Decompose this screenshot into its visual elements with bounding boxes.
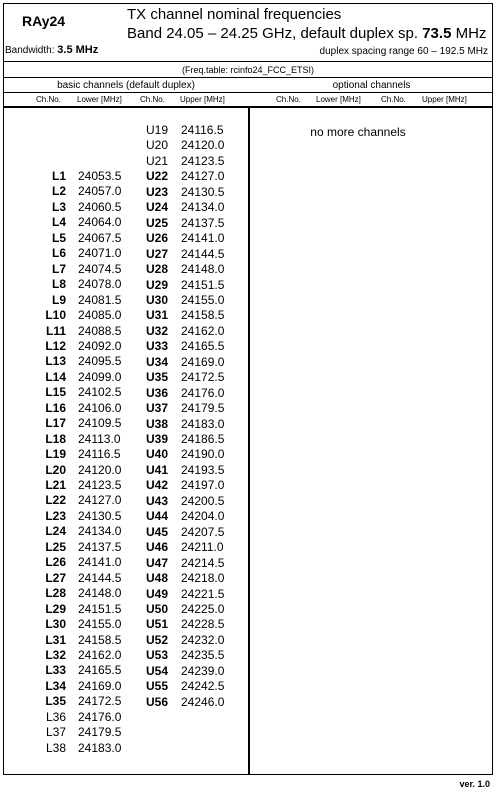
channel-frequency: 24134.0 xyxy=(78,524,122,539)
channel-frequency: 24193.5 xyxy=(181,462,225,477)
col-ch-no: Ch.No. xyxy=(276,95,301,104)
channel-frequency: 24225.0 xyxy=(181,601,225,616)
channel-frequency: 24228.5 xyxy=(181,617,225,632)
section-separator xyxy=(248,106,250,775)
channel-number: U52 xyxy=(145,632,168,647)
channel-frequency: 24179.5 xyxy=(181,401,225,416)
channel-frequency: 24134.0 xyxy=(181,200,225,215)
channel-number: U53 xyxy=(145,648,168,663)
channel-frequency: 24141.0 xyxy=(181,231,225,246)
channel-frequency: 24095.5 xyxy=(78,354,122,369)
channel-frequency: 24123.5 xyxy=(78,478,122,492)
channel-number: L24 xyxy=(45,524,66,539)
channel-number: U34 xyxy=(145,354,168,369)
col-lower: Lower [MHz] xyxy=(77,95,122,104)
channel-frequency: 24232.0 xyxy=(181,632,225,647)
channel-frequency: 24151.5 xyxy=(78,601,122,616)
divider xyxy=(3,92,493,93)
channel-number: L25 xyxy=(45,539,66,554)
divider xyxy=(3,61,493,62)
channel-number: U32 xyxy=(145,323,168,338)
channel-frequency: 24165.5 xyxy=(78,663,122,678)
channel-number: L31 xyxy=(45,632,66,647)
channel-frequency: 24116.5 xyxy=(181,123,224,137)
channel-frequency: 24074.5 xyxy=(78,261,122,276)
channel-number: U33 xyxy=(145,339,168,354)
version-label: ver. 1.0 xyxy=(459,779,490,789)
channel-frequency: 24141.0 xyxy=(78,555,122,570)
channel-number: L23 xyxy=(45,508,66,523)
channel-frequency: 24200.5 xyxy=(181,493,225,508)
channel-number: U29 xyxy=(145,277,168,292)
channel-frequency: 24116.5 xyxy=(78,447,121,462)
channel-number: U42 xyxy=(145,478,168,493)
channel-frequency: 24211.0 xyxy=(181,540,224,555)
channel-number: L12 xyxy=(45,338,66,353)
channel-frequency: 24137.5 xyxy=(181,215,225,230)
col-ch-no: Ch.No. xyxy=(36,95,61,104)
band-text: Band 24.05 – 24.25 GHz, default duplex sp. xyxy=(127,25,419,42)
channel-frequency: 24183.0 xyxy=(181,416,225,431)
channel-number: L3 xyxy=(51,199,66,214)
channel-frequency: 24123.5 xyxy=(181,153,225,168)
channel-frequency: 24172.5 xyxy=(78,694,122,709)
col-upper: Upper [MHz] xyxy=(422,95,467,104)
channel-frequency: 24190.0 xyxy=(181,447,225,462)
channel-frequency: 24120.0 xyxy=(78,462,122,477)
channel-number: L9 xyxy=(51,292,66,307)
channel-number: L2 xyxy=(51,184,66,199)
channel-number: L29 xyxy=(45,601,66,616)
channel-frequency: 24242.5 xyxy=(181,679,225,694)
channel-number: L5 xyxy=(51,230,66,245)
col-lower: Lower [MHz] xyxy=(316,95,361,104)
channel-number: L4 xyxy=(51,215,66,230)
channel-number: U27 xyxy=(145,246,168,261)
channel-frequency: 24221.5 xyxy=(181,586,225,601)
optional-note: no more channels xyxy=(310,125,406,139)
channel-number: L15 xyxy=(45,385,66,400)
freq-table-label: (Freq.table: rcinfo24_FCC_ETSI) xyxy=(181,65,315,75)
channel-number: U37 xyxy=(145,401,168,416)
channel-number: L1 xyxy=(51,169,66,183)
bandwidth xyxy=(5,44,98,56)
channel-number: L13 xyxy=(45,354,66,369)
channel-number: L20 xyxy=(45,462,66,477)
channel-frequency: 24130.5 xyxy=(181,184,225,199)
channel-frequency: 24204.0 xyxy=(181,509,225,524)
channel-number: U46 xyxy=(145,540,168,555)
channel-number: L17 xyxy=(45,416,66,431)
channel-number: U24 xyxy=(145,200,168,215)
channel-frequency: 24186.5 xyxy=(181,432,225,446)
channel-frequency: 24235.5 xyxy=(181,648,225,663)
channel-number: L16 xyxy=(45,400,66,415)
channel-frequency: 24085.0 xyxy=(78,308,122,323)
channel-frequency: 24239.0 xyxy=(181,663,225,678)
channel-number: U56 xyxy=(145,694,168,709)
channel-number: U28 xyxy=(145,262,168,277)
channel-number: L11 xyxy=(45,323,66,338)
channel-number: U20 xyxy=(145,138,168,153)
channel-frequency: 24176.0 xyxy=(78,709,122,724)
channel-frequency: 24078.0 xyxy=(78,277,122,292)
channel-number: L19 xyxy=(45,447,66,462)
channel-frequency: 24169.0 xyxy=(181,354,225,369)
channel-number: U25 xyxy=(145,215,168,230)
channel-number: U50 xyxy=(145,601,168,616)
channel-number: L14 xyxy=(45,369,66,384)
page-title: TX channel nominal frequencies xyxy=(127,6,342,23)
channel-frequency: 24165.5 xyxy=(181,339,225,354)
channel-frequency: 24053.5 xyxy=(78,169,122,183)
channel-frequency: 24064.0 xyxy=(78,215,122,230)
channel-frequency: 24218.0 xyxy=(181,571,225,586)
channel-frequency: 24106.0 xyxy=(78,400,122,415)
channel-number: U41 xyxy=(145,462,168,477)
col-upper: Upper [MHz] xyxy=(180,95,225,104)
channel-number: U40 xyxy=(145,447,168,462)
duplex-range: duplex spacing range 60 – 192.5 MHz xyxy=(319,46,488,57)
channel-frequency: 24102.5 xyxy=(78,385,122,400)
channel-frequency: 24081.5 xyxy=(78,292,122,307)
channel-frequency: 24148.0 xyxy=(181,262,225,277)
channel-frequency: 24179.5 xyxy=(78,725,122,740)
channel-number: L26 xyxy=(45,555,66,570)
channel-frequency: 24162.0 xyxy=(181,323,225,338)
channel-number: U45 xyxy=(145,524,168,539)
channel-number: L28 xyxy=(45,586,66,601)
duplex-value: 73.5 xyxy=(422,25,452,42)
channel-number: U23 xyxy=(145,184,168,199)
channel-number: L34 xyxy=(45,678,66,693)
channel-number: U38 xyxy=(145,416,168,431)
bandwidth-label: Bandwidth: xyxy=(5,45,55,56)
channel-number: L6 xyxy=(51,246,66,261)
channel-frequency: 24169.0 xyxy=(78,678,122,693)
channel-number: L18 xyxy=(45,431,66,446)
channel-frequency: 24207.5 xyxy=(181,524,225,539)
channel-frequency: 24109.5 xyxy=(78,416,122,431)
channel-number: U30 xyxy=(145,292,168,307)
channel-number: U19 xyxy=(145,123,168,137)
channel-number: L32 xyxy=(45,647,66,662)
channel-number: L7 xyxy=(51,261,66,276)
channel-number: L21 xyxy=(45,478,66,492)
channel-number: U54 xyxy=(145,663,168,678)
channel-number: L38 xyxy=(45,740,66,755)
channel-frequency: 24120.0 xyxy=(181,138,225,153)
channel-frequency: 24162.0 xyxy=(78,647,122,662)
channel-number: U26 xyxy=(145,231,168,246)
channel-frequency: 24158.5 xyxy=(181,308,225,323)
col-ch-no: Ch.No. xyxy=(140,95,165,104)
channel-number: U21 xyxy=(145,153,168,168)
channel-frequency: 24067.5 xyxy=(78,230,122,245)
channel-frequency: 24127.0 xyxy=(181,169,225,184)
channel-number: L35 xyxy=(45,694,66,709)
channel-number: L10 xyxy=(45,308,66,323)
channel-number: U35 xyxy=(145,370,168,385)
channel-number: U48 xyxy=(145,571,168,586)
section-optional-title: optional channels xyxy=(332,80,411,91)
device-name: RAy24 xyxy=(22,13,66,29)
channel-number: U44 xyxy=(145,509,168,524)
channel-frequency: 24057.0 xyxy=(78,184,122,199)
channel-number: U39 xyxy=(145,432,168,446)
channel-number: L8 xyxy=(51,277,66,292)
duplex-unit: MHz xyxy=(455,25,487,42)
channel-number: U22 xyxy=(145,169,168,184)
channel-number: U47 xyxy=(145,555,168,570)
channel-number: U31 xyxy=(145,308,168,323)
section-basic-title: basic channels (default duplex) xyxy=(57,80,195,91)
channel-frequency: 24155.0 xyxy=(78,617,122,632)
channel-frequency: 24183.0 xyxy=(78,740,122,755)
channel-frequency: 24099.0 xyxy=(78,369,122,384)
channel-frequency: 24214.5 xyxy=(181,555,225,570)
channel-number: U36 xyxy=(145,385,168,400)
channel-number: U49 xyxy=(145,586,168,601)
channel-frequency: 24113.0 xyxy=(78,431,121,446)
channel-number: U51 xyxy=(145,617,168,632)
channel-frequency: 24071.0 xyxy=(78,246,122,261)
channel-frequency: 24144.5 xyxy=(181,246,225,261)
channel-frequency: 24176.0 xyxy=(181,385,225,400)
channel-frequency: 24092.0 xyxy=(78,338,122,353)
channel-frequency: 24130.5 xyxy=(78,508,122,523)
channel-number: L37 xyxy=(45,725,66,740)
channel-frequency: 24127.0 xyxy=(78,493,122,508)
channel-frequency: 24155.0 xyxy=(181,292,225,307)
channel-frequency: 24172.5 xyxy=(181,370,225,385)
channel-number: L27 xyxy=(45,570,66,585)
channel-frequency: 24151.5 xyxy=(181,277,225,292)
col-ch-no: Ch.No. xyxy=(381,95,406,104)
channel-frequency: 24246.0 xyxy=(181,694,225,709)
channel-number: U43 xyxy=(145,493,168,508)
channel-frequency: 24197.0 xyxy=(181,478,225,493)
channel-number: L33 xyxy=(45,663,66,678)
channel-number: L22 xyxy=(45,493,66,508)
channel-frequency: 24144.5 xyxy=(78,570,122,585)
channel-frequency: 24148.0 xyxy=(78,586,122,601)
channel-number: L36 xyxy=(45,709,66,724)
channel-number: U55 xyxy=(145,679,168,694)
channel-frequency: 24137.5 xyxy=(78,539,122,554)
channel-frequency: 24060.5 xyxy=(78,199,122,214)
band-line xyxy=(127,25,486,42)
channel-number: L30 xyxy=(45,617,66,632)
channel-frequency: 24088.5 xyxy=(78,323,122,338)
divider xyxy=(3,77,493,78)
bandwidth-value: 3.5 MHz xyxy=(57,44,99,56)
channel-frequency: 24158.5 xyxy=(78,632,122,647)
